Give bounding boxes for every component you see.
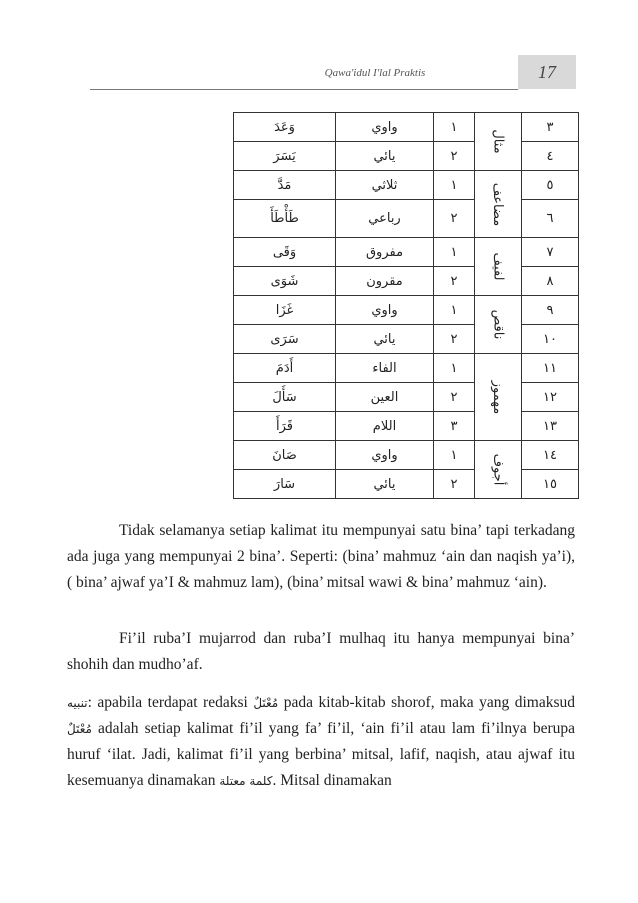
index-cell: ٢ xyxy=(434,383,475,412)
subtype-cell: رباعي xyxy=(336,200,434,238)
number-cell: ٨ xyxy=(522,267,579,296)
number-cell: ٦ xyxy=(522,200,579,238)
table-row xyxy=(234,441,579,470)
paragraph-rubai xyxy=(67,626,575,678)
category-cell xyxy=(475,171,522,238)
category-cell xyxy=(475,441,522,499)
subtype-cell: واوي xyxy=(336,441,434,470)
example-cell: سَرَى xyxy=(234,325,336,354)
number-cell: ١٣ xyxy=(522,412,579,441)
index-cell: ٣ xyxy=(434,412,475,441)
example-cell: شَوَى xyxy=(234,267,336,296)
index-cell: ١ xyxy=(434,238,475,267)
index-cell: ١ xyxy=(434,354,475,383)
example-cell: وَعَدَ xyxy=(234,113,336,142)
category-cell xyxy=(475,354,522,441)
example-cell: صَانَ xyxy=(234,441,336,470)
example-cell: قَرَأَ xyxy=(234,412,336,441)
example-cell: يَسَرَ xyxy=(234,142,336,171)
number-cell: ١٠ xyxy=(522,325,579,354)
table-row xyxy=(234,142,579,171)
subtype-cell: مفروق xyxy=(336,238,434,267)
subtype-cell: اللام xyxy=(336,412,434,441)
paragraph-tanbih xyxy=(67,690,575,794)
index-cell: ١ xyxy=(434,171,475,200)
subtype-cell: العين xyxy=(336,383,434,412)
number-cell: ١٤ xyxy=(522,441,579,470)
number-cell: ١١ xyxy=(522,354,579,383)
number-cell: ٣ xyxy=(522,113,579,142)
index-cell: ٢ xyxy=(434,325,475,354)
subtype-cell: يائي xyxy=(336,325,434,354)
number-cell: ١٥ xyxy=(522,470,579,499)
subtype-cell: واوي xyxy=(336,113,434,142)
example-cell: أَدَمَ xyxy=(234,354,336,383)
table-row xyxy=(234,412,579,441)
category-cell xyxy=(475,113,522,171)
subtype-cell: مقرون xyxy=(336,267,434,296)
bina-table xyxy=(233,112,579,499)
index-cell: ٢ xyxy=(434,200,475,238)
index-cell: ١ xyxy=(434,441,475,470)
table-row xyxy=(234,325,579,354)
index-cell: ٢ xyxy=(434,470,475,499)
paragraph-text: : apabila terdapat redaksi xyxy=(87,694,248,711)
subtype-cell: يائي xyxy=(336,470,434,499)
table-row xyxy=(234,113,579,142)
example-cell: غَزَا xyxy=(234,296,336,325)
table-row xyxy=(234,383,579,412)
paragraph-double-bina xyxy=(67,518,575,596)
table-row xyxy=(234,267,579,296)
number-cell: ٧ xyxy=(522,238,579,267)
category-label: مهموز xyxy=(490,380,506,414)
subtype-cell: الفاء xyxy=(336,354,434,383)
page-number: 17 xyxy=(518,55,576,89)
example-cell: وَقَى xyxy=(234,238,336,267)
number-cell: ٥ xyxy=(522,171,579,200)
tanbih-label: تنبيه xyxy=(67,696,88,710)
category-label: مضاعف xyxy=(490,182,506,226)
index-cell: ٢ xyxy=(434,142,475,171)
table-row xyxy=(234,354,579,383)
header-rule xyxy=(90,89,518,90)
paragraph-text: . Mitsal dinamakan xyxy=(272,772,392,789)
arabic-term-mutal: مُعْتَلٌ xyxy=(253,696,279,710)
arabic-term-kalimah: كلمة معتلة xyxy=(219,774,273,788)
example-cell: سَأَلَ xyxy=(234,383,336,412)
example-cell: سَارَ xyxy=(234,470,336,499)
category-cell xyxy=(475,296,522,354)
paragraph-text: Fi’il ruba’I mujarrod dan ruba’I mulhaq itu hanya mempunyai bina’ shohih dan mudho’af. xyxy=(67,630,575,673)
paragraph-text: adalah setiap kalimat fi’il yang fa’ fi’il, ‘ain fi’il atau lam fi’ilnya berupa huruf ‘ilat. Jadi, kalimat fi’il yang berbina’ mitsal, lafif, naqish, atau ajwaf itu kesemuanya dinamakan xyxy=(67,720,575,789)
table-row xyxy=(234,200,579,238)
category-cell xyxy=(475,238,522,296)
category-label: أجوف xyxy=(490,453,506,486)
category-label: مثال xyxy=(490,129,506,154)
table-row xyxy=(234,470,579,499)
number-cell: ١٢ xyxy=(522,383,579,412)
example-cell: طَأْطَأَ xyxy=(234,200,336,238)
number-cell: ٩ xyxy=(522,296,579,325)
subtype-cell: واوي xyxy=(336,296,434,325)
index-cell: ١ xyxy=(434,296,475,325)
example-cell: مَدَّ xyxy=(234,171,336,200)
subtype-cell: يائي xyxy=(336,142,434,171)
table-row xyxy=(234,171,579,200)
table-row xyxy=(234,238,579,267)
paragraph-text: pada kitab-kitab shorof, maka yang dimaksud xyxy=(278,694,576,711)
index-cell: ٢ xyxy=(434,267,475,296)
index-cell: ١ xyxy=(434,113,475,142)
paragraph-text: Tidak selamanya setiap kalimat itu mempunyai satu bina’ tapi terkadang ada juga yang mempunyai 2 bina’. Seperti: (bina’ mahmuz ‘ain dan naqish ya’i), ( bina’ ajwaf ya’I & mahmuz lam), (bina’ mitsal wawi & bina’ mahmuz ‘ain). xyxy=(67,522,575,591)
category-label: ناقص xyxy=(490,309,506,340)
table-row xyxy=(234,296,579,325)
running-header-title: Qawa'idul I'lal Praktis xyxy=(324,67,426,79)
subtype-cell: ثلاثي xyxy=(336,171,434,200)
category-label: لفيف xyxy=(490,252,506,281)
number-cell: ٤ xyxy=(522,142,579,171)
arabic-term-mutal: مُعْتَلٌ xyxy=(67,722,92,736)
